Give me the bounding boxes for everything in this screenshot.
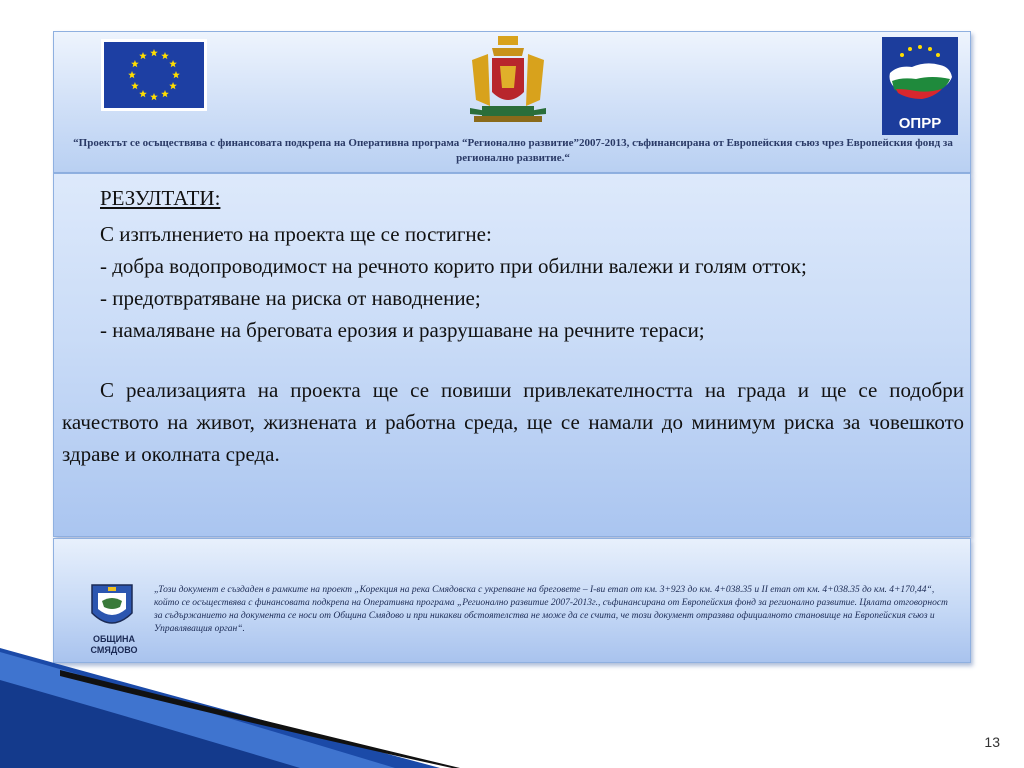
funding-note: “Проектът се осъществява с финансовата подкрепа на Оперативна програма “Регионално развитие”2007-2013, съфинансирана от Европейския съюз чрез Европейския фонд за регионално развитие.“ [73, 137, 953, 164]
page-number: 13 [984, 734, 1000, 750]
results-item: - добра водопроводимост на речното корито при обилни валежи и голям отток; [100, 254, 807, 278]
bulgaria-map-icon [882, 37, 958, 113]
results-content [62, 182, 964, 470]
results-intro: С изпълнението на проекта ще се постигне: [100, 222, 492, 246]
paragraph-gap [62, 346, 964, 374]
municipality-label: ОБЩИНА СМЯДОВО [90, 634, 138, 655]
decorative-swoosh [0, 640, 460, 768]
results-heading: РЕЗУЛТАТИ: [100, 186, 221, 210]
oprr-label: ОПРР [882, 113, 958, 135]
eu-flag-icon [101, 39, 207, 111]
oprr-logo [882, 37, 958, 135]
header-panel [53, 31, 971, 173]
disclaimer-note: „Този документ е създаден в рамките на проект „Корекция на река Смядовска с укрепване на бреговете – I-ви етап от км. 3+923 до км. 4+038.35 и II етап от км. 4+038.35 до км. 4+170,44“, който се осъществява с финансовата подкрепа на Оперативна програма „Регионално развитие 2007-2013г., съфинансирана от Европейския фонд за регионално развитие. Цялата отговорност за съдържанието на документа се носи от Община Смядово и при никакви обстоятелства не може да се счита, че този документ отразява официалното становище на Европейския съюз и Управляващия орган“. [154, 585, 948, 634]
results-conclusion: С реализацията на проекта ще се повиши привлекателността на града и ще се подобри качеството на живот, жизнената и работна среда, ще се намали до минимум риска за човешкото здраве и околната среда. [62, 378, 964, 466]
coat-of-arms-icon [462, 36, 554, 128]
results-item: - намаляване на бреговата ерозия и разрушаване на речните тераси; [100, 318, 705, 342]
municipality-crest-icon [90, 583, 134, 631]
results-item: - предотвратяване на риска от наводнение; [100, 286, 481, 310]
